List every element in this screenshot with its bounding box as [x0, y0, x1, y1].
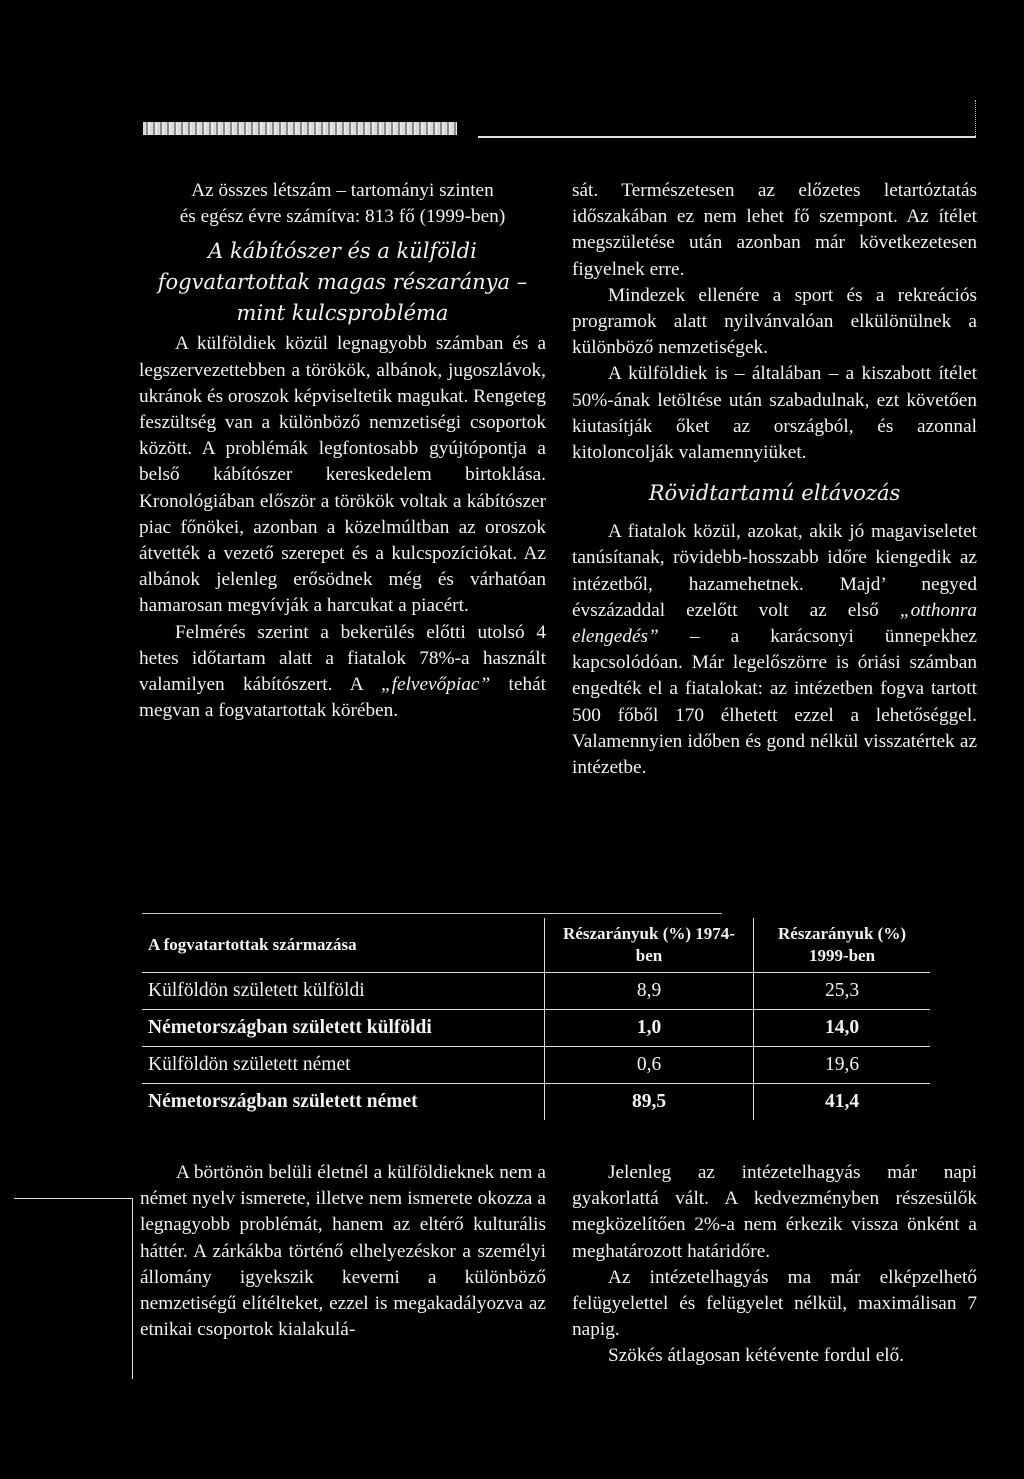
paragraph-supervision: Az intézetelhagyás ma már elképzelhető felügyelettel és felügyelet nélkül, maximálisan 7 napig.: [572, 1266, 977, 1341]
paragraph-nationalities: A külföldiek közül legnagyobb számban és a legszervezettebben a törökök, albánok, jugoszlávok, ukránok és oroszok képviseltetik magukat. Rengeteg feszültség van a különböző nemzetiségi csoportok között. A problémák legfontosabb gyújtópontja a belső kábítószer kereskedelem birtoklása. Kronológiában először a törökök voltak a kábítószer piac főnökei, azonban a közelmúltban az oroszok átvették a vezető szerepet és a kulcspozíciókat. Az albánok jelenleg erősödnek még és várhatóan hamarosan megvívják a harcukat a piacért.: [139, 333, 546, 617]
side-box-rule: [132, 1198, 133, 1379]
paragraph-release: A külföldiek is – általában – a kiszabott ítélet 50%-ának letöltése után szabadulnak, ezt követően kiutasítják őket az országból, és azonnal kitoloncolják valamennyiüket.: [572, 363, 977, 464]
left-column: [139, 178, 546, 724]
paragraph-continuation: sát. Természetesen az előzetes letartóztatás időszakában ez nem lehet fő szempont. Az ítélet megszületése után azonban már következetesen figyelnek erre.: [572, 180, 977, 280]
header-dotted-mark: [975, 100, 976, 138]
table-cell-1999: 14,0: [754, 1010, 931, 1047]
table-header-1999: Részarányuk (%) 1999-ben: [754, 918, 931, 973]
header-decoration-bar: [143, 122, 457, 135]
table-cell-label: Külföldön született külföldi: [142, 973, 545, 1010]
table-cell-1999: 25,3: [754, 973, 931, 1010]
paragraph-culture: A börtönön belüli életnél a külföldieknek nem a német nyelv ismerete, illetve nem ismerete okozza a legnagyobb problémát, hanem az eltérő kulturális háttér. A zárkákba történő elhelyezéskor a személyi állomány igyekszik keverni a különböző nemzetiségű elítélteket, ezzel is megakadályozva az etnikai csoportok kialakulá-: [140, 1162, 546, 1341]
paragraph-sport: Mindezek ellenére a sport és a rekreációs programok alatt nyilvánvalóan elkülönülnek a különböző nemzetiségek.: [572, 284, 977, 359]
intro-line-2: és egész évre számítva: 813 fő (1999-ben): [179, 206, 506, 228]
header-rule: [478, 136, 976, 138]
table-top-rule: [142, 913, 722, 914]
table-cell-label: Külföldön született német: [142, 1047, 545, 1084]
origin-table: [142, 918, 930, 1120]
table-header-1974: Részarányuk (%) 1974-ben: [545, 918, 754, 973]
table-cell-1974: 8,9: [545, 973, 754, 1010]
paragraph-survey: Felmérés szerint a bekerülés előtti utolsó 4 hetes időtartam alatt a fiatalok 78%-a használt valamilyen kábítószert. A „felvevőpiac” tehát megvan a fogvatartottak körében.: [139, 621, 546, 722]
side-box-top-rule: [14, 1198, 132, 1199]
table-cell-1974: 89,5: [545, 1084, 754, 1121]
table-cell-1999: 41,4: [754, 1084, 931, 1121]
table-header-row: [142, 918, 930, 973]
table-cell-label: Németországban született német: [142, 1084, 545, 1121]
right-column: [572, 178, 977, 781]
bottom-left-column: [140, 1160, 546, 1343]
table-row: [142, 1010, 930, 1047]
section-heading-drugs: A kábítószer és a külföldi fogvatartottak magas részaránya – mint kulcsprobléma: [157, 239, 528, 326]
table-header-origin: A fogvatartottak származása: [142, 918, 545, 973]
table-row: [142, 973, 930, 1010]
table-cell-1999: 19,6: [754, 1047, 931, 1084]
table-cell-label: Németországban született külföldi: [142, 1010, 545, 1047]
table-cell-1974: 1,0: [545, 1010, 754, 1047]
intro-line-1: Az összes létszám – tartományi szinten: [191, 180, 494, 201]
table-row: [142, 1047, 930, 1084]
section-heading-leave: Rövidtartamú eltávozás: [648, 481, 901, 506]
paragraph-escape: Szökés átlagosan kétévente fordul elő.: [608, 1345, 905, 1367]
table-cell-1974: 0,6: [545, 1047, 754, 1084]
paragraph-home-leave: A fiatalok közül, azokat, akik jó magaviseletet tanúsítanak, rövidebb-hosszabb időre kiengedik az intézetből, hazamehetnek. Majd’ negyed évszázaddal ezelőtt volt az első „otthonra elengedés” – a karácsonyi ünnepekhez kapcsolódóan. Már legelőszörre is óriási számban engedték el a fiatalokat: az intézetben fogva tartott 500 főből 170 élhetett ezzel a lehetőséggel. Valamennyien időben és gond nélkül visszatértek az intézetbe.: [572, 521, 977, 779]
paragraph-leave-practice: Jelenleg az intézetelhagyás már napi gyakorlattá vált. A kedvezményben részesülők megközelítően 2%-a nem érkezik vissza önként a meghatározott határidőre.: [572, 1162, 977, 1262]
table-row: [142, 1084, 930, 1121]
bottom-right-column: [572, 1160, 977, 1370]
